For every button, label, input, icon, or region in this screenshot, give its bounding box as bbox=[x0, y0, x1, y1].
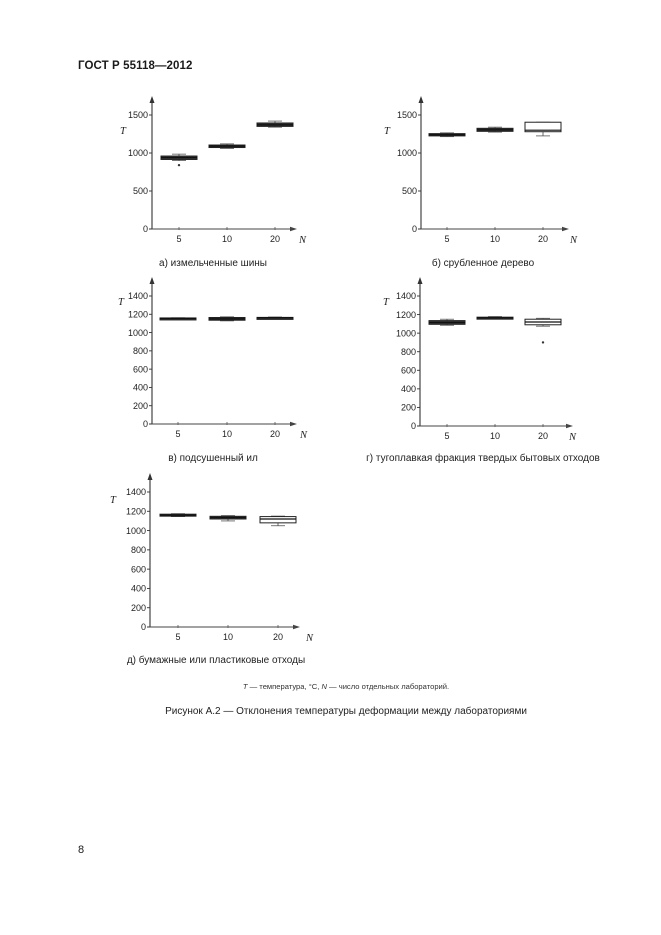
x-tick-label: 5 bbox=[175, 429, 181, 439]
y-axis-symbol: T bbox=[110, 495, 116, 506]
y-tick-label: 1500 bbox=[396, 110, 417, 121]
y-tick-label: 600 bbox=[130, 564, 146, 575]
chart-panel-d bbox=[0, 0, 320, 650]
caption-d: д) бумажные или пластиковые отходы bbox=[126, 655, 306, 666]
y-tick-label: 200 bbox=[400, 402, 416, 413]
x-axis-symbol: N bbox=[570, 235, 578, 246]
y-tick-label: 800 bbox=[400, 346, 416, 357]
caption-b: б) срубленное дерево bbox=[431, 258, 535, 269]
y-tick-label: 0 bbox=[142, 224, 148, 235]
y-tick-label: 1000 bbox=[125, 525, 146, 536]
document-header: ГОСТ Р 55118—2012 bbox=[78, 60, 193, 72]
x-axis-symbol: N bbox=[300, 430, 308, 441]
y-tick-label: 600 bbox=[400, 365, 416, 376]
page-number: 8 bbox=[78, 844, 85, 856]
x-tick-label: 10 bbox=[221, 234, 233, 244]
y-tick-label: 1400 bbox=[395, 291, 416, 302]
legend-t-symbol: T bbox=[242, 682, 248, 691]
x-tick-label: 20 bbox=[537, 431, 549, 441]
x-tick-label: 10 bbox=[489, 431, 501, 441]
x-tick-label: 20 bbox=[272, 632, 284, 642]
y-tick-label: 200 bbox=[132, 400, 148, 411]
x-axis-symbol: N bbox=[569, 432, 577, 443]
x-axis-arrow bbox=[566, 424, 573, 429]
y-axis-symbol: T bbox=[120, 126, 126, 137]
y-axis-symbol: T bbox=[118, 297, 124, 308]
figure-legend bbox=[243, 682, 449, 691]
y-tick-label: 1000 bbox=[395, 328, 416, 339]
y-tick-label: 0 bbox=[142, 419, 148, 430]
y-tick-label: 800 bbox=[130, 545, 146, 556]
legend-t-text: — температура, °С, bbox=[247, 682, 322, 691]
y-tick-label: 1400 bbox=[125, 487, 146, 498]
y-axis-symbol: T bbox=[383, 297, 389, 308]
y-tick-label: 1000 bbox=[127, 148, 148, 159]
y-tick-label: 200 bbox=[130, 602, 146, 613]
y-tick-label: 600 bbox=[132, 364, 148, 375]
caption-g: г) тугоплавкая фракция твердых бытовых отходов bbox=[366, 453, 600, 464]
x-axis-arrow bbox=[293, 625, 300, 630]
y-axis-arrow bbox=[148, 473, 153, 480]
caption-a: а) измельченные шины bbox=[159, 258, 267, 269]
x-tick-label: 5 bbox=[444, 234, 450, 244]
box-iqr bbox=[260, 517, 296, 523]
y-tick-label: 1500 bbox=[127, 110, 148, 121]
y-tick-label: 1000 bbox=[127, 327, 148, 338]
x-tick-label: 5 bbox=[175, 632, 181, 642]
x-tick-label: 20 bbox=[537, 234, 549, 244]
chart-svg-d bbox=[0, 0, 320, 650]
y-tick-label: 0 bbox=[140, 622, 146, 633]
y-tick-label: 1200 bbox=[395, 309, 416, 320]
x-tick-label: 20 bbox=[269, 234, 281, 244]
y-tick-label: 0 bbox=[411, 224, 417, 235]
y-tick-label: 0 bbox=[410, 421, 416, 432]
legend-n-symbol: N bbox=[321, 682, 327, 691]
y-axis-arrow bbox=[418, 277, 423, 284]
outlier-point bbox=[542, 341, 544, 343]
y-tick-label: 800 bbox=[132, 346, 148, 357]
x-tick-label: 10 bbox=[222, 632, 234, 642]
y-tick-label: 1200 bbox=[125, 506, 146, 517]
legend-n-text: — число отдельных лабораторий. bbox=[326, 682, 450, 691]
y-tick-label: 500 bbox=[401, 186, 417, 197]
figure-title: Рисунок А.2 — Отклонения температуры деформации между лабораториями bbox=[165, 706, 527, 717]
x-axis-symbol: N bbox=[299, 235, 307, 246]
x-tick-label: 10 bbox=[221, 429, 233, 439]
x-tick-label: 10 bbox=[489, 234, 501, 244]
y-tick-label: 400 bbox=[400, 384, 416, 395]
y-axis-symbol: T bbox=[384, 126, 390, 137]
y-tick-label: 500 bbox=[132, 186, 148, 197]
y-tick-label: 1000 bbox=[396, 148, 417, 159]
caption-v: в) подсушенный ил bbox=[168, 453, 258, 464]
x-tick-label: 5 bbox=[444, 431, 450, 441]
x-tick-label: 20 bbox=[269, 429, 281, 439]
y-tick-label: 1200 bbox=[127, 309, 148, 320]
y-tick-label: 1400 bbox=[127, 291, 148, 302]
x-tick-label: 5 bbox=[176, 234, 182, 244]
y-tick-label: 400 bbox=[130, 583, 146, 594]
y-tick-label: 400 bbox=[132, 382, 148, 393]
x-axis-symbol: N bbox=[306, 633, 314, 644]
